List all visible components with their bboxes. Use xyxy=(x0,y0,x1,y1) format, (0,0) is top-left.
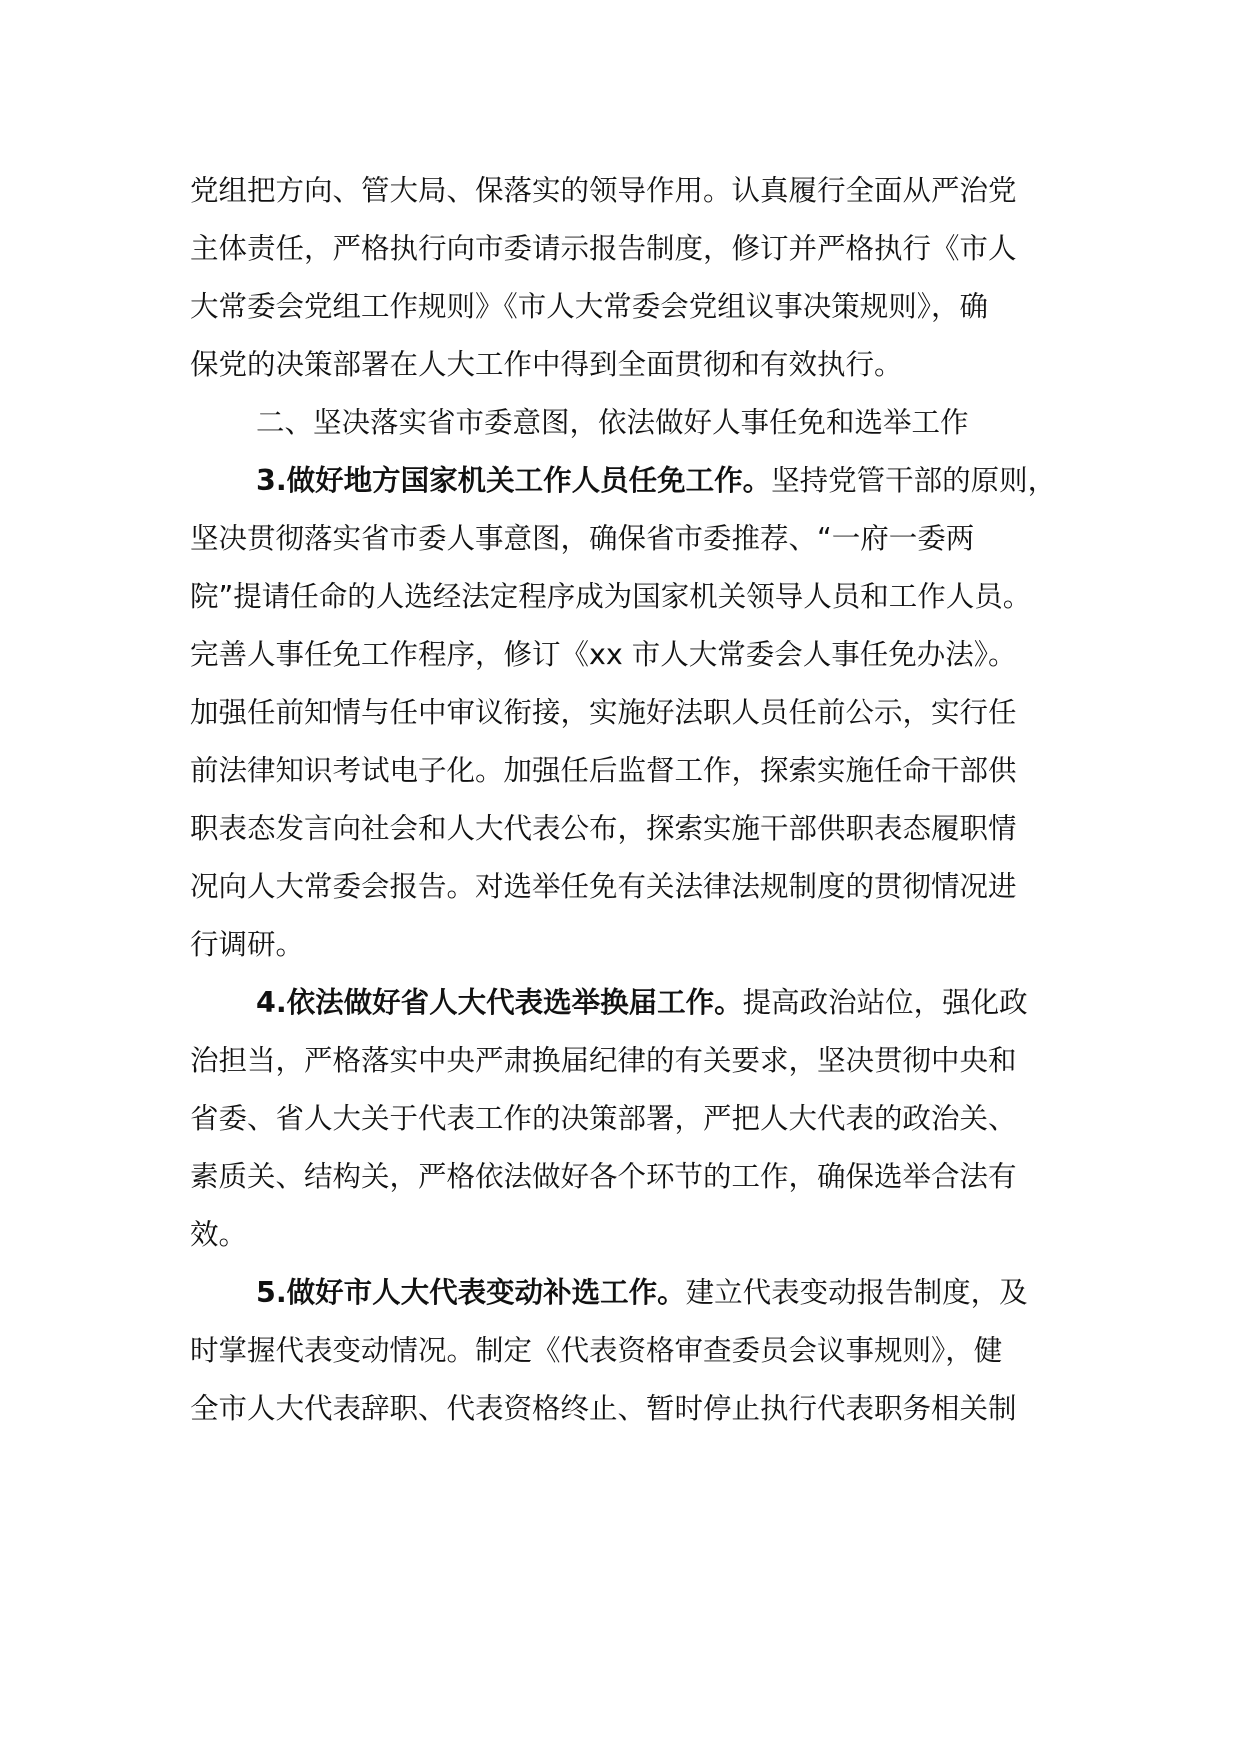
paragraph-line: 职表态发言向社会和人大代表公布，探索实施干部供职表态履职情 xyxy=(190,812,1017,845)
paragraph-line: 行调研。 xyxy=(190,928,305,961)
paragraph-line: 时掌握代表变动情况。制定《代表资格审查委员会议事规则》，健 xyxy=(190,1334,1003,1367)
paragraph-line: 素质关、结构关，严格依法做好各个环节的工作，确保选举合法有 xyxy=(190,1160,1017,1193)
paragraph-line: 治担当，严格落实中央严肃换届纪律的有关要求，坚决贯彻中央和 xyxy=(190,1044,1017,1077)
item-heading-3: 3.做好地方国家机关工作人员任免工作。 xyxy=(256,464,772,497)
item-heading-5: 5.做好市人大代表变动补选工作。 xyxy=(256,1276,686,1309)
paragraph-line: 况向人大常委会报告。对选举任免有关法律法规制度的贯彻情况进 xyxy=(190,870,1017,903)
paragraph-line: 加强任前知情与任中审议衔接，实施好法职人员任前公示，实行任 xyxy=(190,696,1017,729)
paragraph-line: 效。 xyxy=(190,1218,248,1251)
paragraph-line: 前法律知识考试电子化。加强任后监督工作，探索实施任命干部供 xyxy=(190,754,1017,787)
paragraph-line: 全市人大代表辞职、代表资格终止、暂时停止执行代表职务相关制 xyxy=(190,1392,1017,1425)
item-text: 建立代表变动报告制度，及 xyxy=(685,1276,1028,1309)
paragraph-line xyxy=(256,1273,1028,1313)
paragraph-line: 坚决贯彻落实省市委人事意图，确保省市委推荐、“一府一委两 xyxy=(190,522,975,555)
item-heading-4: 4.依法做好省人大代表选举换届工作。 xyxy=(256,986,743,1019)
paragraph-line: 省委、省人大关于代表工作的决策部署，严把人大代表的政治关、 xyxy=(190,1102,1017,1135)
paragraph-line: 完善人事任免工作程序，修订《xx 市人大常委会人事任免办法》。 xyxy=(190,638,1017,671)
section-heading: 二、坚决落实省市委意图，依法做好人事任免和选举工作 xyxy=(256,406,969,439)
paragraph-line: 党组把方向、管大局、保落实的领导作用。认真履行全面从严治党 xyxy=(190,174,1017,207)
paragraph-line: 大常委会党组工作规则》《市人大常委会党组议事决策规则》，确 xyxy=(190,290,989,323)
paragraph-line xyxy=(256,983,1028,1023)
paragraph-line xyxy=(256,461,1056,501)
item-text: 坚持党管干部的原则， xyxy=(771,464,1057,497)
paragraph-line: 院”提请任命的人选经法定程序成为国家机关领导人员和工作人员。 xyxy=(190,580,1032,613)
paragraph-line: 主体责任，严格执行向市委请示报告制度，修订并严格执行《市人 xyxy=(190,232,1017,265)
item-text: 提高政治站位，强化政 xyxy=(742,986,1028,1019)
paragraph-line: 保党的决策部署在人大工作中得到全面贯彻和有效执行。 xyxy=(190,348,903,381)
